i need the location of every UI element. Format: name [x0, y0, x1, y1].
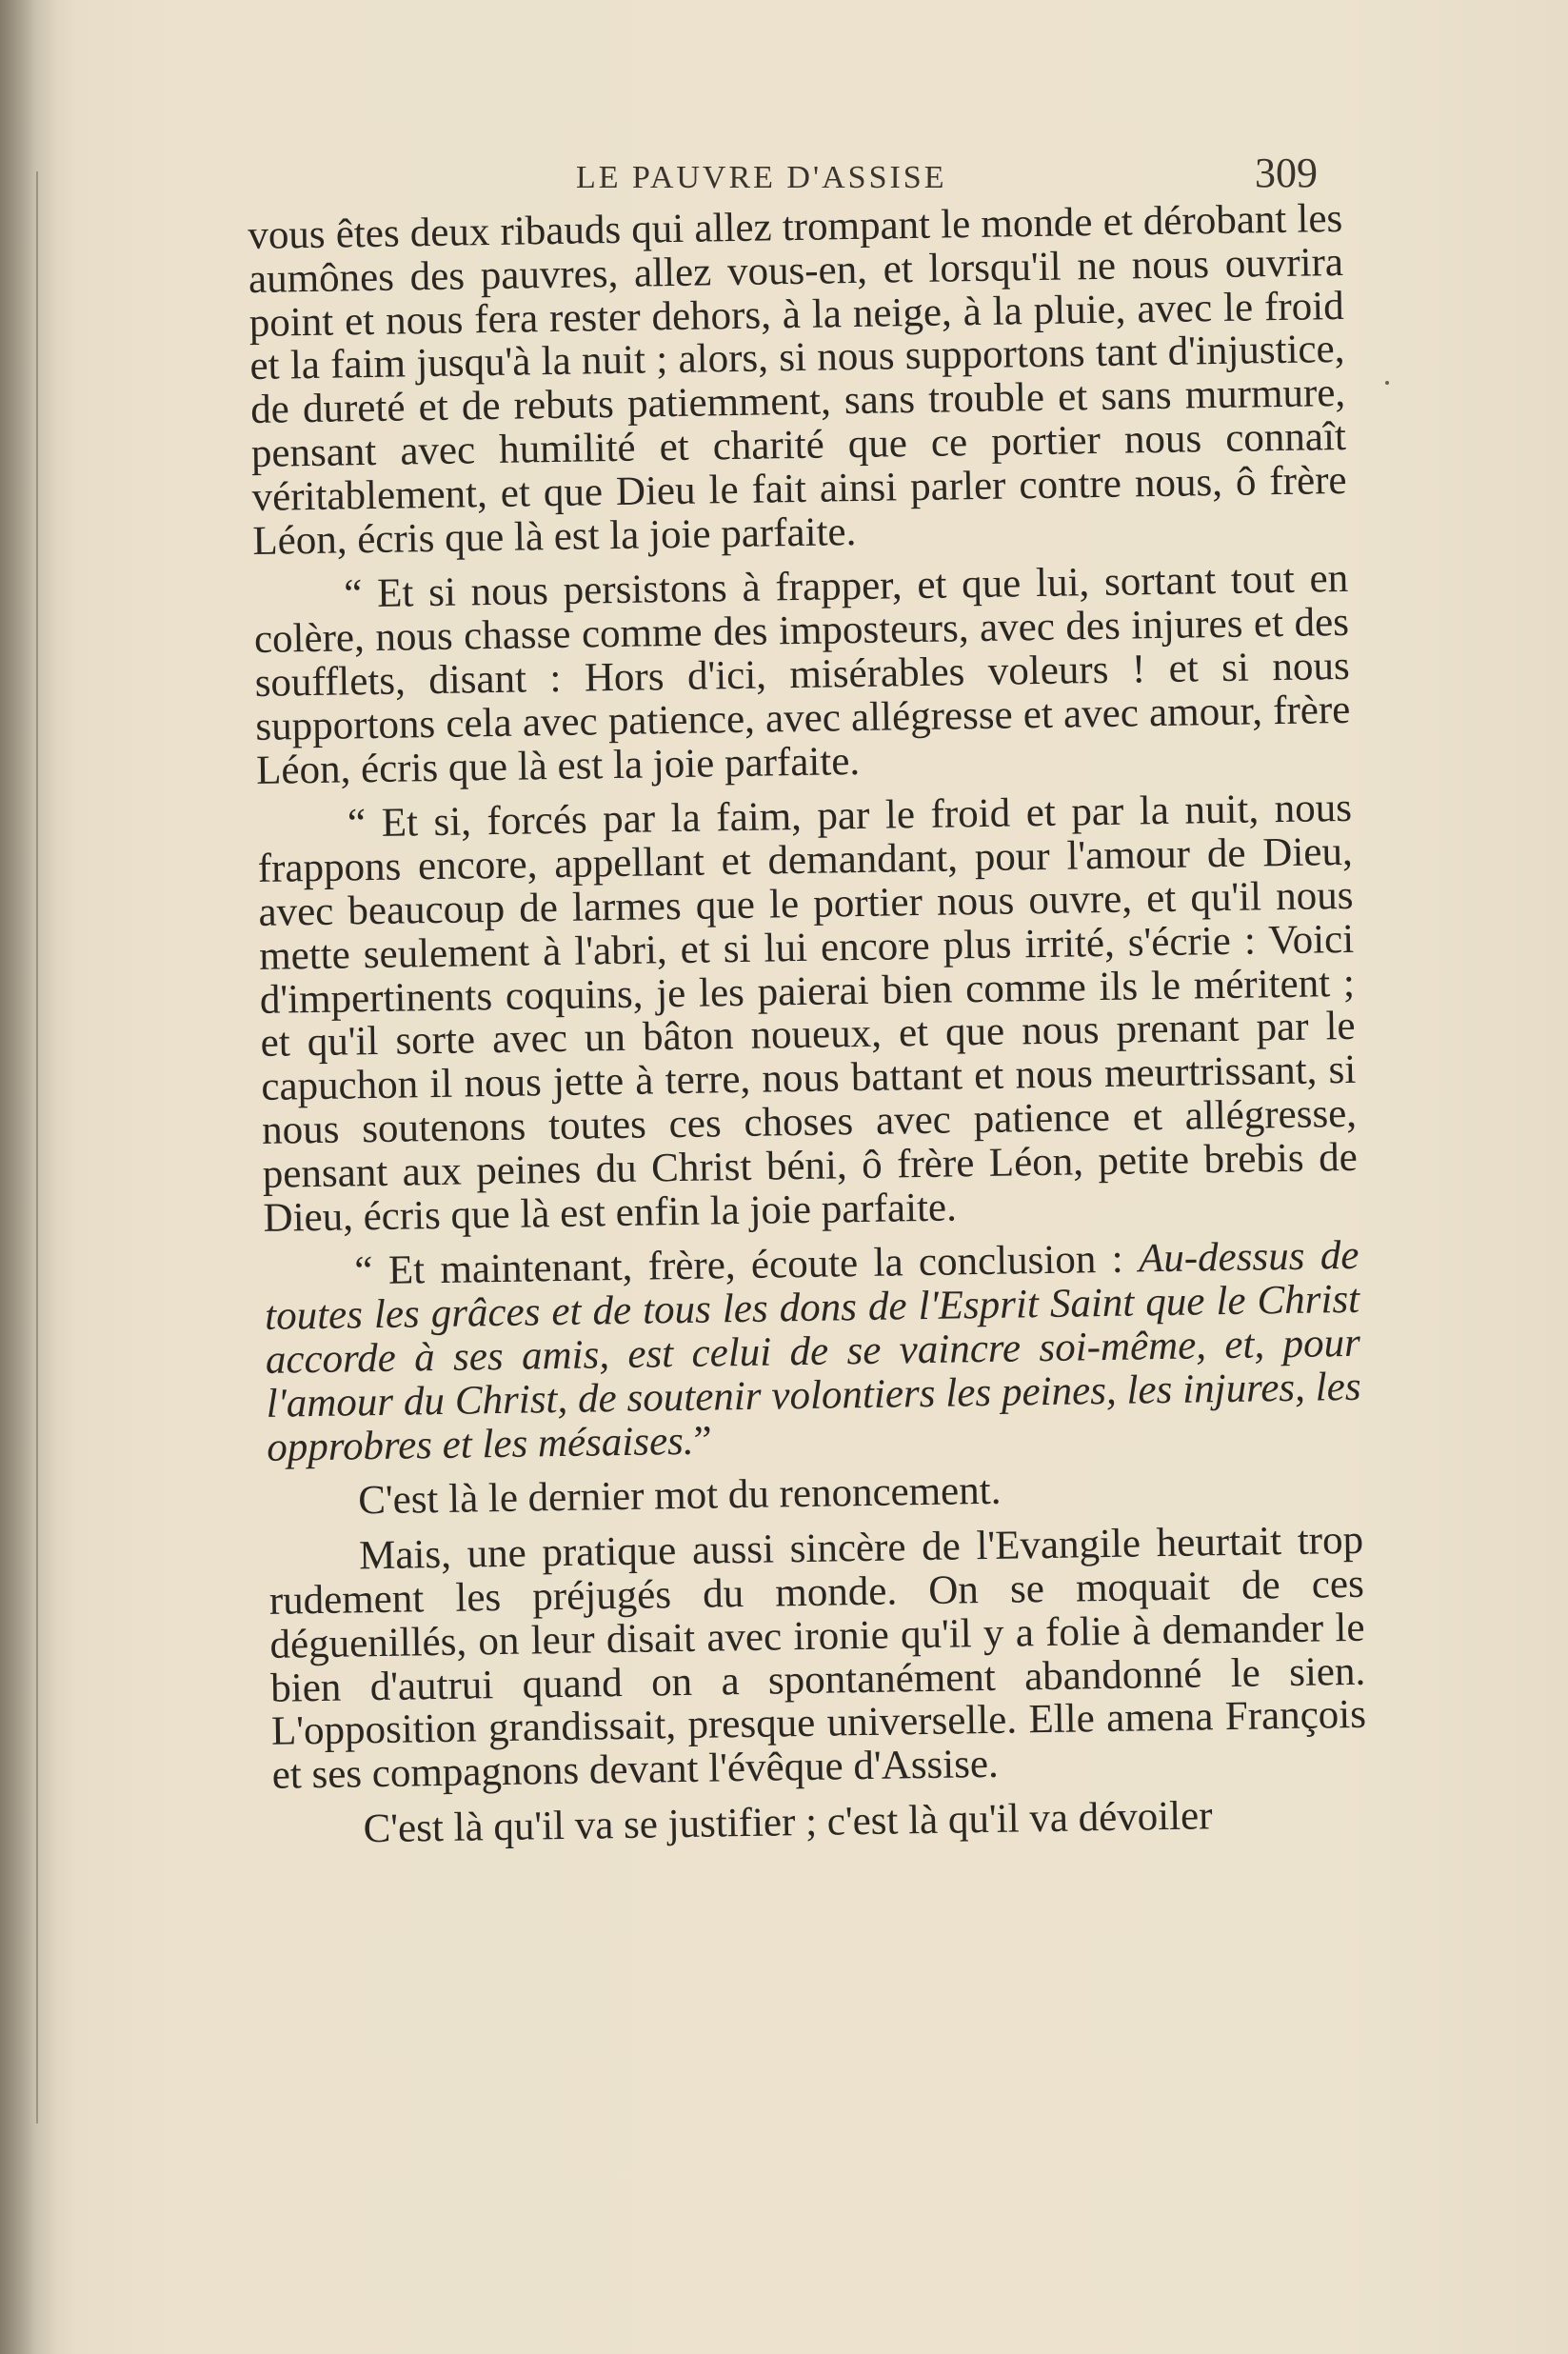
binding-shadow	[0, 0, 57, 2354]
paragraph-1: vous êtes deux ribauds qui allez trompant le monde et dérobant les aumônes des pauvres, allez vous-en, et lorsqu'il ne nous ouvrira point et nous fera rester dehors, à la neige, à la pluie, avec le froid et la faim jusqu'à la nuit ; alors, si nous supportons tant d'injustice, de dureté et de rebuts patiemment, sans trouble et sans murmure, pensant avec humilité et charité que ce portier nous connaît véritablement, et que Dieu le fait ainsi parler contre nous, ô frère Léon, écris que là est la joie parfaite.	[247, 195, 1347, 564]
paragraph-4	[264, 1234, 1361, 1469]
running-title: LE PAUVRE D'ASSISE	[576, 160, 947, 195]
conclusion-intro: “ Et maintenant, frère, écoute la conclusion :	[354, 1236, 1140, 1294]
paragraph-3: “ Et si, forcés par la faim, par le froid et par la nuit, nous frappons encore, appellant et demandant, pour l'amour de Dieu, avec beaucoup de larmes que le portier nous ouvre, et qu'il nous mette seulement à l'abri, et si lui encore plus irrité, s'écrie : Voici d'impertinents coquins, je les paierai bien comme ils le méritent ; et qu'il sorte avec un bâton noueux, et que nous prenant par le capuchon il nous jette à terre, nous battant et nous meurtrissant, si nous soutenons toutes ces choses avec patience et allégresse, pensant aux peines du Christ béni, ô frère Léon, petite brebis de Dieu, écris que là est enfin la joie parfaite.	[257, 786, 1359, 1241]
paragraph-7: C'est là qu'il va se justifier ; c'est là qu'il va dévoiler	[363, 1793, 1213, 1852]
binding-crease	[36, 171, 38, 2124]
closing-quote-mark: ”	[693, 1418, 713, 1464]
paragraph-2: “ Et si nous persistons à frapper, et que lui, sortant tout en colère, nous chasse comme des imposteurs, avec des injures et des soufflets, disant : Hors d'ici, misérables voleurs ! et si nous supportons cela avec patience, avec allégresse et avec amour, frère Léon, écris que là est la joie parfaite.	[253, 556, 1351, 793]
paper-speck	[1385, 381, 1389, 385]
body-text	[248, 197, 1368, 1865]
paragraph-5: C'est là le dernier mot du renoncement.	[357, 1468, 1002, 1524]
page-number: 309	[1255, 150, 1318, 196]
conclusion-quote: Au-dessus de toutes les grâces et de tous les dons de l'Esprit Saint que le Christ accorde à ses amis, est celui de se vaincre soi-même, et, pour l'amour du Christ, de soutenir volontiers les peines, les injures, les opprobres et les mésaises.	[264, 1233, 1361, 1470]
paragraph-6: Mais, une pratique aussi sincère de l'Evangile heurtait trop rudement les préjugés du monde. On se moquait de ces déguenillés, on leur disait avec ironie qu'il y a folie à demander le bien d'autrui quand on a spontanément abandonné le sien. L'opposition grandissait, presque universelle. Elle amena François et ses compagnons devant l'évêque d'Assise.	[268, 1517, 1367, 1798]
